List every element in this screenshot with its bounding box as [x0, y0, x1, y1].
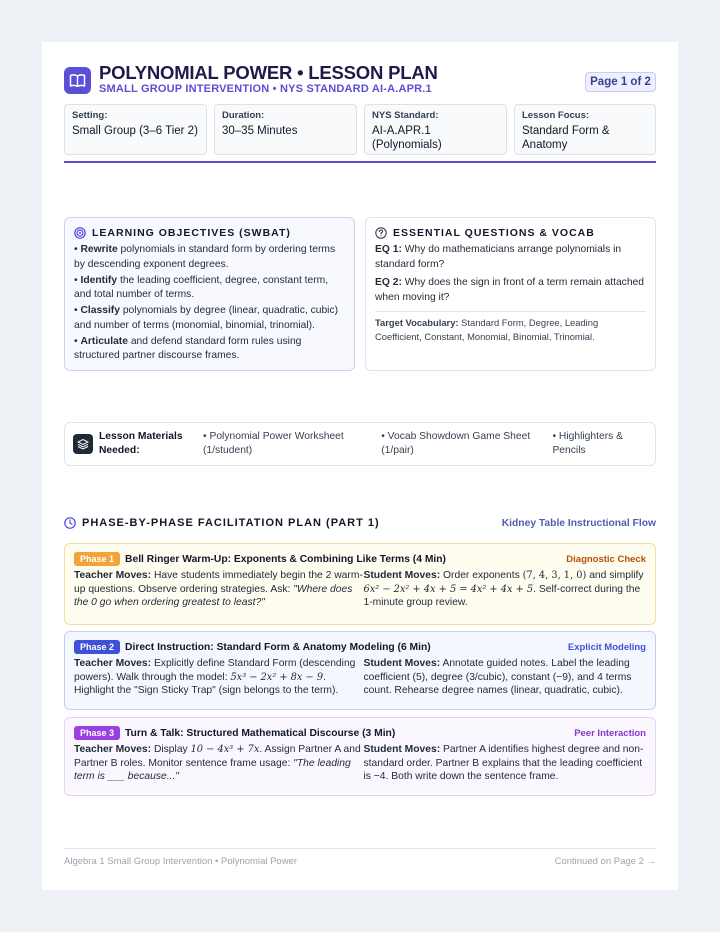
meta-label: Lesson Focus: [522, 110, 590, 121]
layers-icon [73, 434, 93, 454]
phase-category: Explicit Modeling [567, 641, 646, 653]
teacher-quote: "The leading term is ___ because..." [74, 757, 351, 782]
eq-text: Why does the sign in front of a term remain attached when moving it? [375, 277, 645, 303]
footer-course: Algebra 1 Small Group Intervention • Polynomial Power [64, 856, 298, 867]
teacher-moves [74, 657, 364, 698]
meta-label: Setting: [72, 110, 108, 121]
moves-text: . Highlight the "Sign Sticky Trap" (sign belongs to the term). [74, 671, 339, 696]
moves-text: and simplify [586, 570, 644, 581]
objective-text: polynomials in standard form by ordering terms by descending exponent degrees. [74, 244, 336, 270]
math-expression: 5x³ − 2x² + 8x − 9 [230, 671, 324, 683]
page-title: POLYNOMIAL POWER • LESSON PLAN [99, 62, 438, 83]
moves-text: . Self-correct during the 1-minute group review. [363, 583, 641, 608]
material-item: • Polynomial Power Worksheet (1/student) [203, 431, 344, 456]
phase-header [74, 726, 646, 740]
objective-verb: Articulate [80, 335, 128, 347]
objective-text: and defend standard form rules using structured partner discourse frames. [74, 335, 302, 361]
objectives-heading [74, 227, 345, 239]
eq-text: Why do mathematicians arrange polynomials in standard form? [375, 244, 622, 270]
essential-question-1 [375, 243, 646, 272]
list-item: • Rewrite polynomials in standard form by ordering terms by descending exponent degrees. [74, 244, 336, 270]
teacher-moves [74, 569, 364, 610]
vocab-text: Standard Form, Degree, Leading Coefficient, Constant, Monomial, Binomial, Trinomial. [375, 317, 599, 342]
phase-header [74, 640, 646, 654]
essential-heading [375, 227, 646, 239]
essential-question-2 [375, 276, 646, 305]
moves-text: Partner A identifies highest degree and non-standard order. Partner B explains that the leading coefficient is −4. Both write down the sentence frame. [363, 744, 644, 782]
material-item: • Vocab Showdown Game Sheet (1/pair) [381, 431, 531, 456]
meta-label: NYS Standard: [372, 110, 439, 121]
math-expression: 10 − 4x³ + 7x [190, 744, 260, 755]
divider [375, 311, 646, 312]
moves-label: Student Moves: [363, 744, 441, 755]
phase-tag: Phase 3 [74, 726, 120, 740]
meta-value: 30–35 Minutes [222, 125, 298, 137]
target-vocabulary [375, 316, 646, 344]
phase-3-card [64, 717, 656, 796]
phase-tag: Phase 1 [74, 552, 120, 566]
phase-category: Diagnostic Check [566, 553, 646, 565]
phase-tag: Phase 2 [74, 640, 120, 654]
student-moves [364, 743, 647, 784]
moves-label: Teacher Moves: [74, 658, 152, 669]
instructional-flow-label: Kidney Table Instructional Flow [501, 518, 656, 529]
teacher-quote: "Where does the 0 go when ordering greatest to least?" [74, 583, 353, 608]
phase-title: Bell Ringer Warm-Up: Exponents & Combining Like Terms (4 Min) [125, 553, 446, 565]
clock-icon [64, 517, 76, 529]
list-item: • Identify the leading coefficient, degree, constant term, and total number of terms. [74, 274, 329, 300]
objective-verb: Rewrite [80, 244, 118, 255]
meta-value: AI-A.APR.1 (Polynomials) [372, 125, 442, 151]
meta-duration [214, 104, 357, 155]
list-item: • Classify polynomials by degree (linear, quadratic, cubic) and number of terms (monomial, binomial, trinomial). [74, 305, 339, 331]
phase-header [74, 552, 646, 566]
math-expression: 6x² − 2x² + 4x + 5 = 4x² + 4x + 5 [363, 583, 534, 595]
list-item: • Articulate and defend standard form rules using structured partner discourse frames. [74, 335, 302, 361]
meta-value: Standard Form & Anatomy [522, 125, 610, 151]
page-number-badge: Page 1 of 2 [585, 72, 656, 92]
materials-bar [64, 422, 656, 466]
objective-text: the leading coefficient, degree, constant term, and total number of terms. [74, 274, 329, 300]
objective-text: polynomials by degree (linear, quadratic, cubic) and number of terms (monomial, binomial, trinomial). [74, 305, 339, 331]
moves-text: Display [151, 744, 191, 755]
materials-label: Lesson Materials Needed: [99, 431, 183, 456]
meta-label: Duration: [222, 110, 265, 121]
moves-label: Student Moves: [363, 570, 441, 581]
vocab-label: Target Vocabulary: [375, 317, 459, 328]
moves-text: Explicitly define Standard Form (descending powers). Walk through the model: [74, 658, 356, 683]
objectives-list [74, 243, 345, 364]
essential-title: ESSENTIAL QUESTIONS & VOCAB [393, 227, 595, 239]
book-icon [64, 67, 91, 94]
phase-title: Turn & Talk: Structured Mathematical Discourse (3 Min) [125, 727, 396, 739]
question-circle-icon [375, 227, 387, 239]
header-divider [64, 161, 656, 163]
objective-verb: Identify [80, 274, 118, 286]
moves-text: Annotate guided notes. Label the leading coefficient (5), degree (3/cubic), constant (−9), and 4 terms count. Rehearse degree names (linear, quadratic, cubic). [363, 658, 632, 696]
student-moves [364, 657, 647, 698]
continued-link[interactable]: Continued on Page 2 → [554, 856, 656, 867]
meta-standard [364, 104, 507, 155]
footer-divider [64, 848, 656, 849]
eq-label: EQ 2: [375, 277, 402, 288]
math-expression: (7, 4, 3, 1, 0) [522, 570, 587, 581]
phase-1-card [64, 543, 656, 625]
eq-label: EQ 1: [375, 244, 402, 255]
meta-setting [64, 104, 207, 155]
moves-text: Order exponents [440, 570, 523, 581]
student-moves [364, 569, 647, 610]
phase-category: Peer Interaction [574, 727, 646, 739]
phase-2-card [64, 631, 656, 710]
facilitation-plan-title: PHASE-BY-PHASE FACILITATION PLAN (PART 1) [82, 517, 380, 529]
objectives-title: LEARNING OBJECTIVES (SWBAT) [92, 227, 291, 239]
objective-verb: Classify [80, 305, 120, 316]
target-icon [74, 227, 86, 239]
facilitation-plan-heading [64, 517, 380, 529]
moves-label: Teacher Moves: [74, 570, 152, 581]
phase-title: Direct Instruction: Standard Form & Anatomy Modeling (6 Min) [125, 641, 431, 653]
page-subtitle: SMALL GROUP INTERVENTION • NYS STANDARD AI-A.APR.1 [99, 83, 432, 95]
moves-label: Student Moves: [363, 658, 441, 669]
meta-focus [514, 104, 656, 155]
material-item: • Highlighters & Pencils [552, 431, 624, 456]
lesson-plan-page [42, 42, 678, 890]
moves-text: Have students immediately begin the 2 warm-up questions. Observe ordering strategies. Ask: [74, 570, 363, 595]
essential-questions-card [365, 217, 656, 371]
teacher-moves [74, 743, 364, 784]
moves-label: Teacher Moves: [74, 744, 152, 755]
objectives-card [64, 217, 355, 371]
moves-text: . Assign Partner A and Partner B roles. Monitor sentence frame usage: [74, 744, 361, 769]
meta-value: Small Group (3–6 Tier 2) [72, 125, 198, 137]
